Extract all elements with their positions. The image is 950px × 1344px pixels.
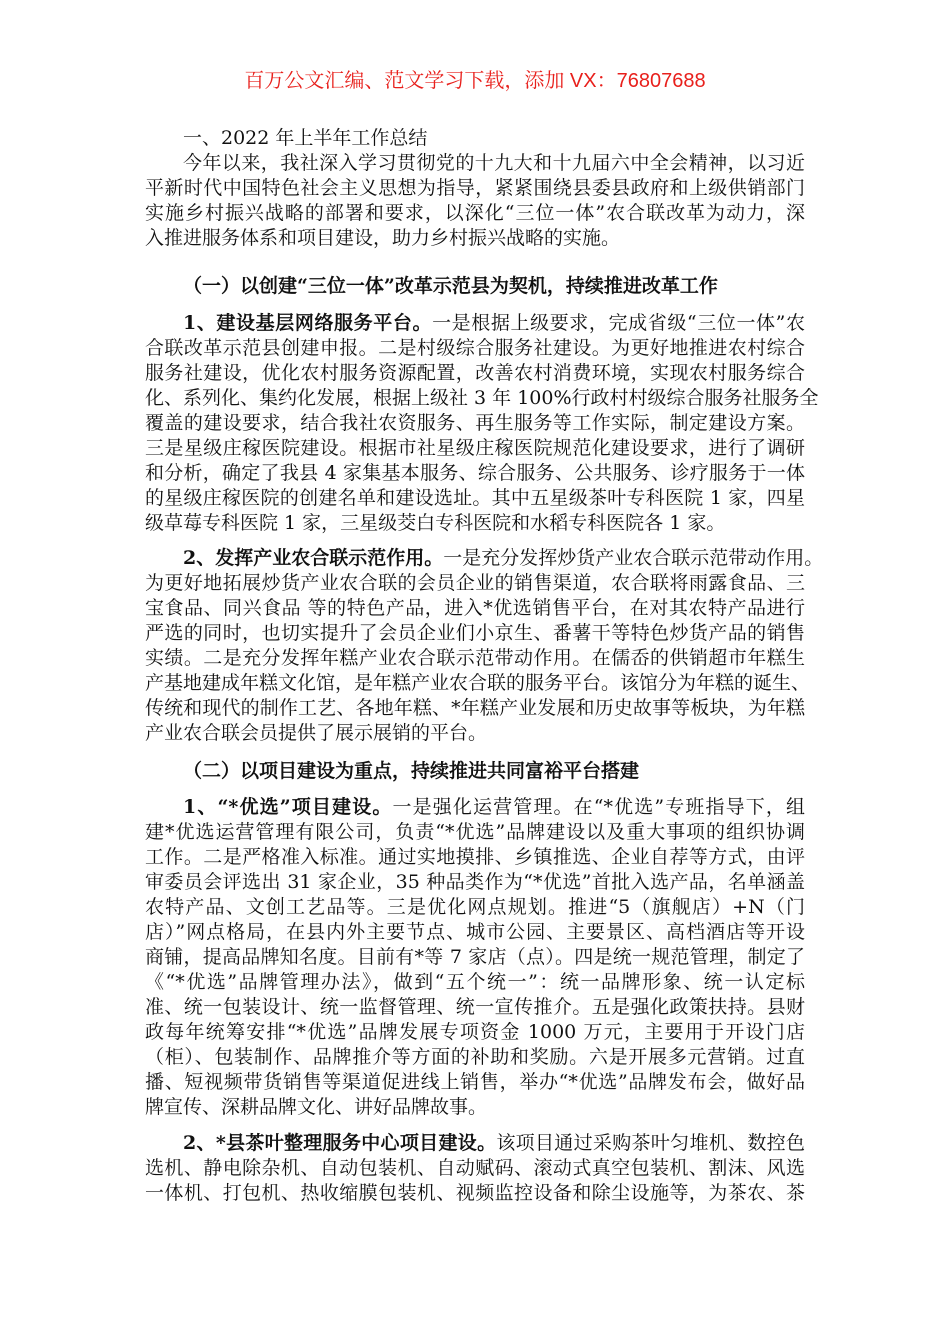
paragraph-line: 一体机、打包机、热收缩膜包装机、视频监控设备和除尘设施等，为茶农、茶: [145, 1182, 805, 1204]
paragraph-line: 店）”网点格局，在县内外主要节点、城市公园、主要景区、高档酒店等开设: [145, 921, 805, 943]
paragraph-line: [145, 311, 805, 336]
paragraph-line: 选机、静电除杂机、自动包装机、自动赋码、滚动式真空包装机、割沫、风选: [145, 1157, 805, 1179]
paragraph-line: [145, 795, 805, 820]
heading-text: 一、2022 年上半年工作总结: [183, 127, 428, 149]
paragraph-line: 的星级庄稼医院的创建名单和建设选址。其中五星级茶叶专科医院 1 家，四星: [145, 487, 805, 509]
paragraph-line: 政每年统筹安排“*优选”品牌发展专项资金 1000 万元，主要用于开设门店: [145, 1021, 805, 1043]
section-2-paragraph-2: [145, 1131, 805, 1206]
section-1-heading: [145, 274, 805, 299]
intro-paragraph: [145, 151, 805, 251]
section-title: （二）以项目建设为重点，持续推进共同富裕平台搭建: [183, 760, 640, 782]
paragraph-lead: 2、发挥产业农合联示范作用。: [183, 547, 444, 569]
paragraph-line: 实施乡村振兴战略的部署和要求，以深化“三位一体”农合联改革为动力，深: [145, 202, 805, 224]
paragraph-line: 播、短视频带货销售等渠道促进线上销售，举办“*优选”品牌发布会，做好品: [145, 1071, 805, 1093]
paragraph-line: 合联改革示范县创建申报。二是村级综合服务社建设。为更好地推进农村综合: [145, 337, 805, 359]
paragraph-line: 产业农合联会员提供了展示展销的平台。: [145, 722, 488, 744]
paragraph-line: 牌宣传、深耕品牌文化、讲好品牌故事。: [145, 1096, 488, 1118]
paragraph-text: 一是充分发挥炒货产业农合联示范带动作用。: [443, 547, 824, 569]
paragraph-line: （柜）、包装制作、品牌推介等方面的补助和奖励。六是开展多元营销。过直: [145, 1046, 805, 1068]
section-2-heading: [145, 759, 805, 784]
paragraph-line: 和分析，确定了我县 4 家集基本服务、综合服务、公共服务、诊疗服务于一体: [145, 462, 805, 484]
paragraph-line: 为更好地拓展炒货产业农合联的会员企业的销售渠道，农合联将雨露食品、三: [145, 572, 805, 594]
paragraph-line: 严选的同时，也切实提升了会员企业们小京生、番薯干等特色炒货产品的销售: [145, 622, 805, 644]
paragraph-line: 覆盖的建设要求，结合我社农资服务、再生服务等工作实际，制定建设方案。: [145, 412, 805, 434]
paragraph-lead: 1、“*优选”项目建设。: [183, 796, 393, 818]
paragraph-line: 级草莓专科医院 1 家，三星级茭白专科医院和水稻专科医院各 1 家。: [145, 512, 726, 534]
paragraph-line: 商铺，提高品牌知名度。目前有*等 7 家店（点）。四是统一规范管理，制定了: [145, 946, 805, 968]
section-1-paragraph-1: [145, 311, 819, 536]
watermark-banner: 百万公文汇编、范文学习下载，添加 VX：76807688: [244, 70, 706, 92]
paragraph-line: 工作。二是严格准入标准。通过实地摸排、乡镇推选、企业自荐等方式，由评: [145, 846, 805, 868]
paragraph-line: 实绩。二是充分发挥年糕产业农合联示范带动作用。在儒岙的供销超市年糕生: [145, 647, 805, 669]
paragraph-lead: 1、建设基层网络服务平台。: [183, 312, 433, 334]
paragraph-text: 一是强化运营管理。在“*优选”专班指导下，组: [392, 796, 805, 818]
paragraph-line: 平新时代中国特色社会主义思想为指导，紧紧围绕县委县政府和上级供销部门: [145, 177, 805, 199]
paragraph-line: 产基地建成年糕文化馆，是年糕产业农合联的服务平台。该馆分为年糕的诞生、: [145, 672, 811, 694]
paragraph-lead: 2、*县茶叶整理服务中心项目建设。: [183, 1132, 497, 1154]
section-title: （一）以创建“三位一体”改革示范县为契机，持续推进改革工作: [183, 275, 718, 297]
paragraph-line: 服务社建设，优化农村服务资源配置，改善农村消费环境，实现农村服务综合: [145, 362, 805, 384]
section-1-paragraph-2: [145, 546, 824, 746]
paragraph-text: 该项目通过采购茶叶匀堆机、数控色: [496, 1132, 805, 1154]
paragraph-line: [145, 546, 824, 571]
paragraph-line: 《“*优选”品牌管理办法》，做到“五个统一”：统一品牌形象、统一认定标: [145, 971, 805, 993]
paragraph-line: 建*优选运营管理有限公司，负责“*优选”品牌建设以及重大事项的组织协调: [145, 821, 805, 843]
paragraph-line: 今年以来，我社深入学习贯彻党的十九大和十九届六中全会精神，以习近: [183, 152, 805, 174]
paragraph-line: 化、系列化、集约化发展，根据上级社 3 年 100%行政村村级综合服务社服务全: [145, 387, 819, 409]
paragraph-line: 三是星级庄稼医院建设。根据市社星级庄稼医院规范化建设要求，进行了调研: [145, 437, 805, 459]
heading-half-year-summary: [145, 126, 805, 151]
paragraph-line: 农特产品、文创工艺品等。三是优化网点规划。推进“5（旗舰店）+N（门: [145, 896, 805, 918]
section-2-paragraph-1: [145, 795, 805, 1120]
paragraph-line: 传统和现代的制作工艺、各地年糕、*年糕产业发展和历史故事等板块，为年糕: [145, 697, 805, 719]
paragraph-line: [145, 1131, 805, 1156]
paragraph-line: 宝食品、同兴食品 等的特色产品，进入*优选销售平台，在对其农特产品进行: [145, 597, 805, 619]
paragraph-line: 入推进服务体系和项目建设，助力乡村振兴战略的实施。: [145, 227, 621, 249]
paragraph-line: 审委员会评选出 31 家企业，35 种品类作为“*优选”首批入选产品，名单涵盖: [145, 871, 805, 893]
paragraph-line: 准、统一包装设计、统一监督管理、统一宣传推介。五是强化政策扶持。县财: [145, 996, 805, 1018]
paragraph-text: 一是根据上级要求，完成省级“三位一体”农: [432, 312, 805, 334]
